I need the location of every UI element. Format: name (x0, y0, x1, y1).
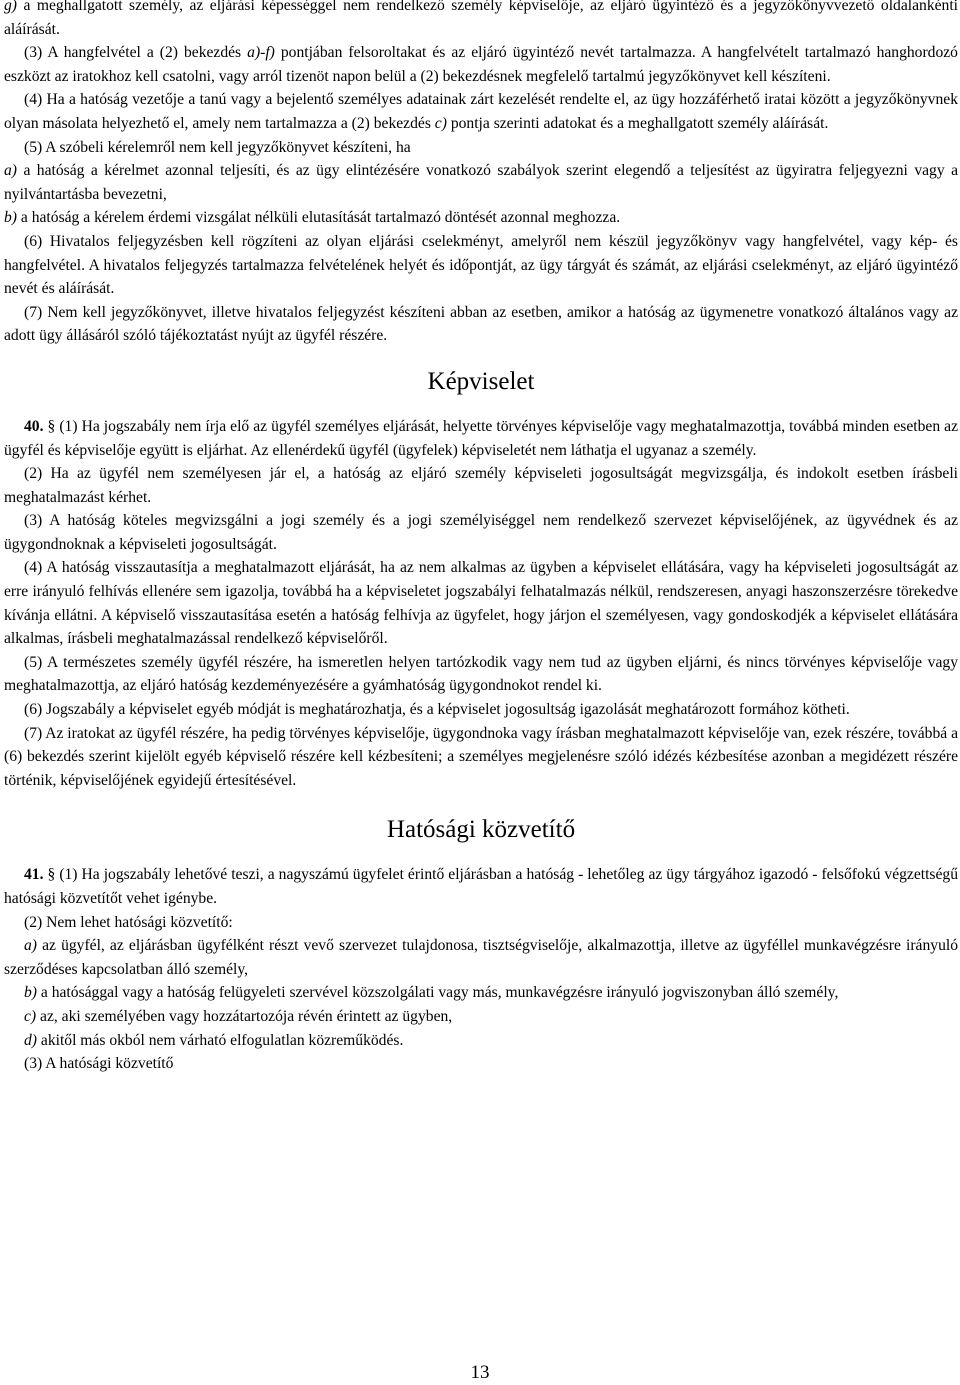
section-heading-kepviselet: Képviselet (427, 367, 535, 395)
item-text: az ügyfél, az eljárásban ügyfélként részt vevő szervezet tulajdonosa, tisztségviselője, alkalmazottja, illetve az ügyféllel munkavégzésre irányuló szerződéses kapcsolatban álló személy, (4, 937, 958, 978)
paragraph-3 (4, 41, 958, 88)
section-41-item-a (4, 934, 958, 981)
paragraph-7: (7) Nem kell jegyzőkönyvet, illetve hivatalos feljegyzést készíteni abban az esetben, amikor a hatóság az ügymenetre vonatkozó általános vagy az adott ügy állásáról szóló tájékoztatást nyújt az ügyfél részére. (4, 303, 958, 345)
section-40-paragraph-5: (5) A természetes személy ügyfél részére, ha ismeretlen helyen tartózkodik vagy nem tud az ügyben eljárni, és nincs törvényes képviselője vagy meghatalmazottja, az eljáró hatóság kezdeményezésére a gyámhatóság ügygondnokot rendel ki. (4, 653, 958, 695)
paragraph-text: pontja szerinti adatokat és a meghallgatott személy aláírását. (446, 114, 829, 132)
item-label: d) (24, 1031, 37, 1049)
paragraph-text: § (1) Ha jogszabály nem írja elő az ügyfél személyes eljárását, helyette törvényes képviselője vagy meghatalmazottja, továbbá minden esetben az ügyfél és képviselője együtt is eljárhat. Az ellenérdekű ügyfél (ügyfelek) képviseletét nem láthatja el ugyanaz a személy. (4, 417, 958, 459)
item-label: g) (4, 0, 17, 14)
section-40-paragraph-7: (7) Az iratokat az ügyfél részére, ha pedig törvényes képviselője, ügygondnoka vagy írásban meghatalmazott képviselője van, ezek részére, továbbá a (6) bekezdés szerint kijelölt egyéb képviselő részére kell kézbesíteni; a személyes megjelenésre szóló idézés kézbesítése azonban a megidézett részére történik, képviselőjének egyidejű értesítésével. (4, 724, 958, 789)
paragraph-text: (3) A hangfelvétel a (2) bekezdés (24, 44, 248, 62)
item-label: b) (24, 984, 37, 1002)
paragraph-5: (5) A szóbeli kérelemről nem kell jegyzőkönyvet készíteni, ha (24, 138, 411, 156)
item-label: c) (24, 1007, 37, 1025)
section-number: 40. (24, 417, 44, 435)
item-text: az, aki személyében vagy hozzátartozója révén érintett az ügyben, (36, 1007, 453, 1025)
paragraph-text: § (1) Ha jogszabály lehetővé teszi, a nagyszámú ügyfelet érintő eljárásban a hatóság - lehetőleg az ügy tárgyához igazodó - felsőfokú végzettségű hatósági közvetítőt vehet igénybe. (4, 866, 958, 907)
paragraph-text: pontjában felsoroltakat és az eljáró ügyintéző nevét tartalmazza. A hangfelvételt tartalmazó hanghordozó eszközt az iratokhoz kell csatolni, vagy arról tizenöt napon belül a (2) bekezdésnek megfelelő tartalmú jegyzőkönyvet kell készíteni. (4, 44, 958, 85)
item-text: a hatóság a kérelmet azonnal teljesíti, és az ügy elintézésére vonatkozó szabályok szerint elegendő a teljesítést az ügyiratra feljegyezni vagy a nyilvántartásba bevezetni, (4, 162, 958, 203)
item-text: a hatóság a kérelem érdemi vizsgálat nélküli elutasítását tartalmazó döntését azonnal meghozza. (17, 209, 621, 227)
item-text: a hatósággal vagy a hatóság felügyeleti szervével közszolgálati vagy más, munkavégzésre irányuló jogviszonyban álló személy, (37, 984, 839, 1002)
item-label: a) (24, 937, 37, 955)
paragraph-4 (4, 88, 958, 135)
section-heading-hatosagi-kozvetito: Hatósági közvetítő (386, 816, 576, 844)
item-text: akitől más okból nem várható elfogulatlan közreműködés. (37, 1031, 404, 1049)
section-40-paragraph-6: (6) Jogszabály a képviselet egyéb módját is meghatározhatja, és a képviselet jogosultság igazolását meghatározott formához kötheti. (24, 701, 850, 719)
item-label: b) (4, 209, 17, 227)
paragraph-6: (6) Hivatalos feljegyzésben kell rögzíteni az olyan eljárási cselekményt, amelyről nem készül jegyzőkönyv vagy hangfelvétel, vagy kép- és hangfelvétel. A hivatalos feljegyzés tartalmazza felvételének helyét és időpontját, az ügy tárgyát és számát, az eljárási cselekményt, az eljáró ügyintéző nevét és aláírását. (4, 232, 958, 298)
section-number: 41. (24, 866, 44, 884)
paragraph-5b (4, 206, 958, 230)
section-41-paragraph-2: (2) Nem lehet hatósági közvetítő: (24, 913, 233, 931)
section-41-paragraph-1 (4, 863, 958, 910)
section-40-paragraph-3: (3) A hatóság köteles megvizsgálni a jogi személy és a jogi személyiséggel nem rendelkező szervezet képviselőjének, az ügyvédnek és az ügygondnoknak a képviseleti jogosultságát. (4, 512, 958, 553)
section-41-item-b (4, 981, 958, 1005)
paragraph-g (4, 0, 958, 41)
page-number: 13 (470, 1362, 490, 1383)
paragraph-5a (4, 159, 958, 206)
section-41-item-c (4, 1005, 958, 1029)
item-label: a) (4, 162, 17, 180)
document-page (4, 0, 958, 1076)
section-40-paragraph-4: (4) A hatóság visszautasítja a meghatalmazott eljárását, ha az nem alkalmas az ügyben a képviselet ellátására, vagy ha képviseleti jogosultságát az erre irányuló felhívás ellenére sem igazolja, továbbá ha a képviseletet jogszabályi felhatalmazás nélkül, rendszeresen, anyagi haszonszerzésre törekedve kívánja ellátni. A képviselő visszautasítása esetén a hatóság felhívja az ügyfelet, hogy járjon el személyesen, vagy gondoskodjék a képviselet ellátására alkalmas, írásbeli meghatalmazással rendelkező képviselőről. (4, 559, 958, 648)
paragraph-text: (4) Ha a hatóság vezetője a tanú vagy a bejelentő személyes adatainak zárt kezelését rendelte el, az ügy hozzáférhető iratai között a jegyzőkönyvnek olyan másolata helyezhető el, amely nem tartalmazza a (2) bekezdés (4, 91, 958, 132)
section-41-item-d (4, 1029, 958, 1053)
reference-italic: a)-f) (247, 44, 275, 62)
section-40-paragraph-2: (2) Ha az ügyfél nem személyesen jár el, a hatóság az eljáró személy képviseleti jogosultságát megvizsgálja, és indokolt esetben írásbeli meghatalmazást kérhet. (4, 465, 958, 506)
section-40-paragraph-1 (4, 415, 958, 462)
reference-italic: c) (434, 114, 447, 132)
item-text: a meghallgatott személy, az eljárási képességgel nem rendelkező személy képviselője, az eljáró ügyintéző és a jegyzőkönyvvezető oldalankénti aláírását. (4, 0, 958, 38)
section-41-paragraph-3: (3) A hatósági közvetítő (24, 1055, 174, 1073)
